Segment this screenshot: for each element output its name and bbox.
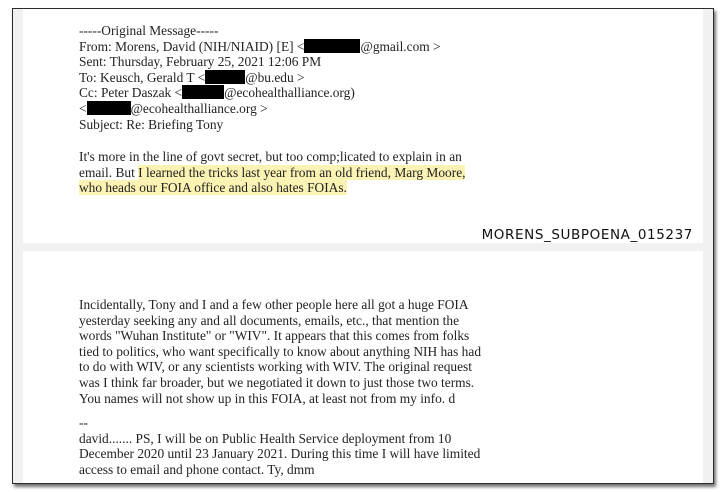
body-line: It's more in the line of govt secret, but too comp;licated to explain in an [79,149,462,164]
signature-line: access to email and phone contact. Ty, dmm [79,461,315,477]
redaction-box [182,85,224,99]
signature-line: December 2020 until 23 January 2021. During this time I will have limited [79,446,481,462]
sent-line: Sent: Thursday, February 25, 2021 12:06 PM [79,54,322,70]
document-page-2 [23,251,703,483]
paragraph-line: was I think far broader, but we negotiated it down to just those two terms. [79,374,475,390]
bates-stamp: MORENS_SUBPOENA_015237 [481,227,693,243]
original-message-marker: -----Original Message----- [79,23,219,38]
redaction-box [87,101,131,115]
highlighted-text: who heads our FOIA office and also hates FOIAs. [79,180,347,196]
paragraph-line: words "Wuhan Institute" or "WIV". It appears that this comes from folks [79,328,470,344]
paragraph-line: yesterday seeking any and all documents, emails, etc., that mention the [79,312,460,328]
to-suffix: @bu.edu > [245,69,305,85]
cc-prefix: Cc: Peter Daszak < [79,85,183,101]
paragraph-line: You names will not show up in this FOIA, at least not from my info. d [79,390,456,406]
to-prefix: To: Keusch, Gerald T < [79,69,206,85]
paragraph-line: Incidentally, Tony and I and a few other people here all got a huge FOIA [79,297,469,312]
paragraph-line: to do with WIV, or any scientists working with WIV. The original request [79,359,472,375]
cc-continuation-line [79,101,679,117]
email-paragraph [79,297,679,406]
cc2-prefix: < [79,100,87,116]
body-line [79,165,679,181]
highlighted-text: I learned the tricks last year from an old friend, Marg Moore, [138,164,466,180]
cc-line [79,85,679,101]
signature-line: david....... PS, I will be on Public Health Service deployment from 10 [79,430,452,446]
from-suffix: @gmail.com > [360,38,441,54]
to-line [79,70,679,86]
paragraph-line: tied to politics, who want specifically to know about anything NIH has had [79,343,482,359]
subject-line: Subject: Re: Briefing Tony [79,116,224,132]
cc2-suffix: @ecohealthalliance.org > [130,100,268,116]
email-body [79,149,679,196]
email-header [79,23,679,132]
document-page-1 [23,9,703,243]
redaction-box [205,70,245,84]
document-viewer [12,8,714,484]
signature-block [79,415,679,477]
signature-dash: -- [79,415,88,430]
body-line [79,180,679,196]
body-text: email. But [79,164,139,180]
from-prefix: From: Morens, David (NIH/NIAID) [E] < [79,38,305,54]
cc-suffix: @ecohealthalliance.org) [224,85,355,101]
redaction-box [304,39,360,53]
from-line [79,39,679,55]
